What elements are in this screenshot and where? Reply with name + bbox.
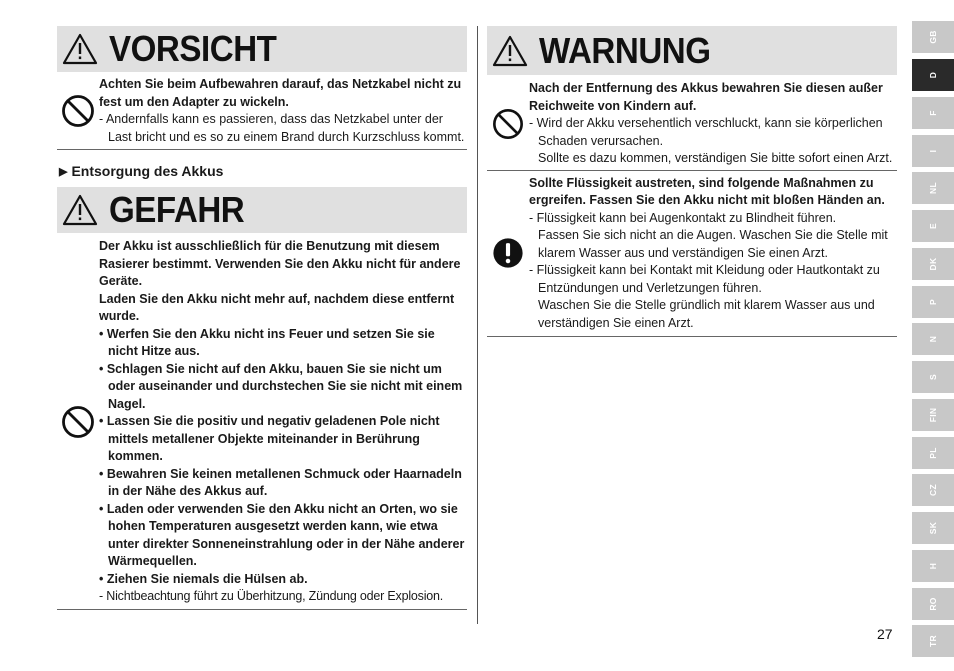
danger-intro-1: Der Akku ist ausschließlich für die Benutzung mit diesem Rasierer bestimmt. Verwenden Sie den Akku nicht für andere Geräte. bbox=[99, 239, 461, 288]
danger-bullet: • Lassen Sie die positiv und negativ geladenen Pole nicht mittels metallener Objekte miteinander in Berührung kommen. bbox=[99, 414, 440, 463]
disposal-subheading-text: Entsorgung des Akkus bbox=[71, 163, 224, 179]
warning-title: WARNUNG bbox=[539, 29, 711, 71]
language-tab-sk[interactable]: SK bbox=[912, 512, 954, 544]
prohibition-icon bbox=[61, 405, 95, 439]
danger-banner bbox=[57, 187, 467, 233]
language-tab-ro[interactable]: RO bbox=[912, 588, 954, 620]
left-column bbox=[57, 26, 467, 610]
caution-bold-text: Achten Sie beim Aufbewahren darauf, das Netzkabel nicht zu fest um den Adapter zu wickeln. bbox=[99, 77, 462, 109]
warning-triangle-icon bbox=[491, 34, 529, 68]
language-tab-i[interactable]: I bbox=[912, 135, 954, 167]
disposal-subheading bbox=[59, 163, 467, 179]
prohibition-icon bbox=[61, 94, 95, 128]
danger-bullet: • Bewahren Sie keinen metallenen Schmuck oder Haarnadeln in der Nähe des Akkus auf. bbox=[99, 466, 462, 498]
language-tab-s[interactable]: S bbox=[912, 361, 954, 393]
right-column bbox=[487, 26, 897, 337]
language-tab-fin[interactable]: FIN bbox=[912, 399, 954, 431]
triangle-right-icon: ▶ bbox=[59, 165, 68, 178]
warning-triangle-icon bbox=[61, 193, 99, 227]
warning-block-2 bbox=[487, 171, 897, 338]
warning-text-1 bbox=[529, 80, 897, 168]
language-tab-dk[interactable]: DK bbox=[912, 248, 954, 280]
language-tab-d[interactable]: D bbox=[912, 59, 954, 91]
language-tab-n[interactable]: N bbox=[912, 323, 954, 355]
warning-text-2 bbox=[529, 175, 897, 333]
warning-icon-cell-1 bbox=[487, 80, 529, 168]
danger-block bbox=[57, 233, 467, 610]
caution-title: VORSICHT bbox=[109, 28, 277, 69]
warning-1-bold-text: Nach der Entfernung des Akkus bewahren Sie diesen außer Reichweite von Kindern auf. bbox=[529, 81, 883, 113]
danger-bullet: • Laden oder verwenden Sie den Akku nicht an Orten, wo sie hohen Temperaturen ausgesetzt werden kann, wie etwa unter direkter Sonneneinstrahlung oder in der Nähe anderer Wärmequellen. bbox=[99, 501, 465, 568]
warning-1-continuation: Sollte es dazu kommen, verständigen Sie bitte sofort einen Arzt. bbox=[538, 151, 893, 165]
language-tab-gb[interactable]: GB bbox=[912, 21, 954, 53]
warning-2-bold-text: Sollte Flüssigkeit austreten, sind folgende Maßnahmen zu ergreifen. Fassen Sie den Akku nicht mit bloßen Händen an. bbox=[529, 175, 885, 207]
language-tab-cz[interactable]: CZ bbox=[912, 474, 954, 506]
warning-2-continuation-1: Fassen Sie sich nicht an die Augen. Waschen Sie die Stelle mit klarem Wasser aus und verständigen Sie einen Arzt. bbox=[538, 228, 888, 260]
danger-title: GEFAHR bbox=[109, 189, 245, 230]
warning-1-note: - Wird der Akku versehentlich verschluckt, kann sie körperlichen Schaden verursachen. bbox=[529, 116, 883, 148]
exclamation-mandatory-icon bbox=[492, 237, 524, 269]
warning-icon-cell-2 bbox=[487, 175, 529, 333]
language-tab-sidebar bbox=[912, 21, 954, 666]
page-number: 27 bbox=[877, 626, 893, 642]
warning-banner bbox=[487, 26, 897, 75]
danger-bullet: • Schlagen Sie nicht auf den Akku, bauen Sie sie nicht um oder auseinander und durchstechen Sie sie nicht mit einem Nagel. bbox=[99, 361, 463, 411]
warning-block-1 bbox=[487, 75, 897, 171]
language-tab-e[interactable]: E bbox=[912, 210, 954, 242]
caution-banner bbox=[57, 26, 467, 72]
warning-triangle-icon bbox=[61, 32, 99, 66]
warning-2-note-1: - Flüssigkeit kann bei Augenkontakt zu Blindheit führen. bbox=[529, 210, 837, 225]
danger-bullet: • Werfen Sie den Akku nicht ins Feuer und setzen Sie sie nicht Hitze aus. bbox=[99, 326, 435, 358]
language-tab-pl[interactable]: PL bbox=[912, 437, 954, 469]
danger-text bbox=[99, 238, 467, 606]
prohibition-icon bbox=[492, 108, 524, 140]
language-tab-p[interactable]: P bbox=[912, 286, 954, 318]
column-divider bbox=[477, 26, 478, 624]
caution-block bbox=[57, 72, 467, 150]
danger-note: - Nichtbeachtung führt zu Überhitzung, Zündung oder Explosion. bbox=[99, 589, 444, 603]
language-tab-nl[interactable]: NL bbox=[912, 172, 954, 204]
danger-icon-cell bbox=[57, 238, 99, 606]
caution-icon-cell bbox=[57, 76, 99, 146]
language-tab-h[interactable]: H bbox=[912, 550, 954, 582]
language-tab-f[interactable]: F bbox=[912, 97, 954, 129]
language-tab-tr[interactable]: TR bbox=[912, 625, 954, 657]
danger-intro-2: Laden Sie den Akku nicht mehr auf, nachdem diese entfernt wurde. bbox=[99, 291, 455, 323]
caution-note: - Andernfalls kann es passieren, dass das Netzkabel unter der Last bricht und es so zu einem Brand durch Kurzschluss kommt. bbox=[99, 112, 465, 144]
warning-2-continuation-2: Waschen Sie die Stelle gründlich mit klarem Wasser aus und verständigen Sie einen Arzt. bbox=[538, 298, 875, 330]
warning-2-note-2: - Flüssigkeit kann bei Kontakt mit Kleidung oder Hautkontakt zu Entzündungen und Verletzungen führen. bbox=[529, 263, 880, 295]
danger-bullet: • Ziehen Sie niemals die Hülsen ab. bbox=[99, 571, 308, 586]
caution-text bbox=[99, 76, 467, 146]
